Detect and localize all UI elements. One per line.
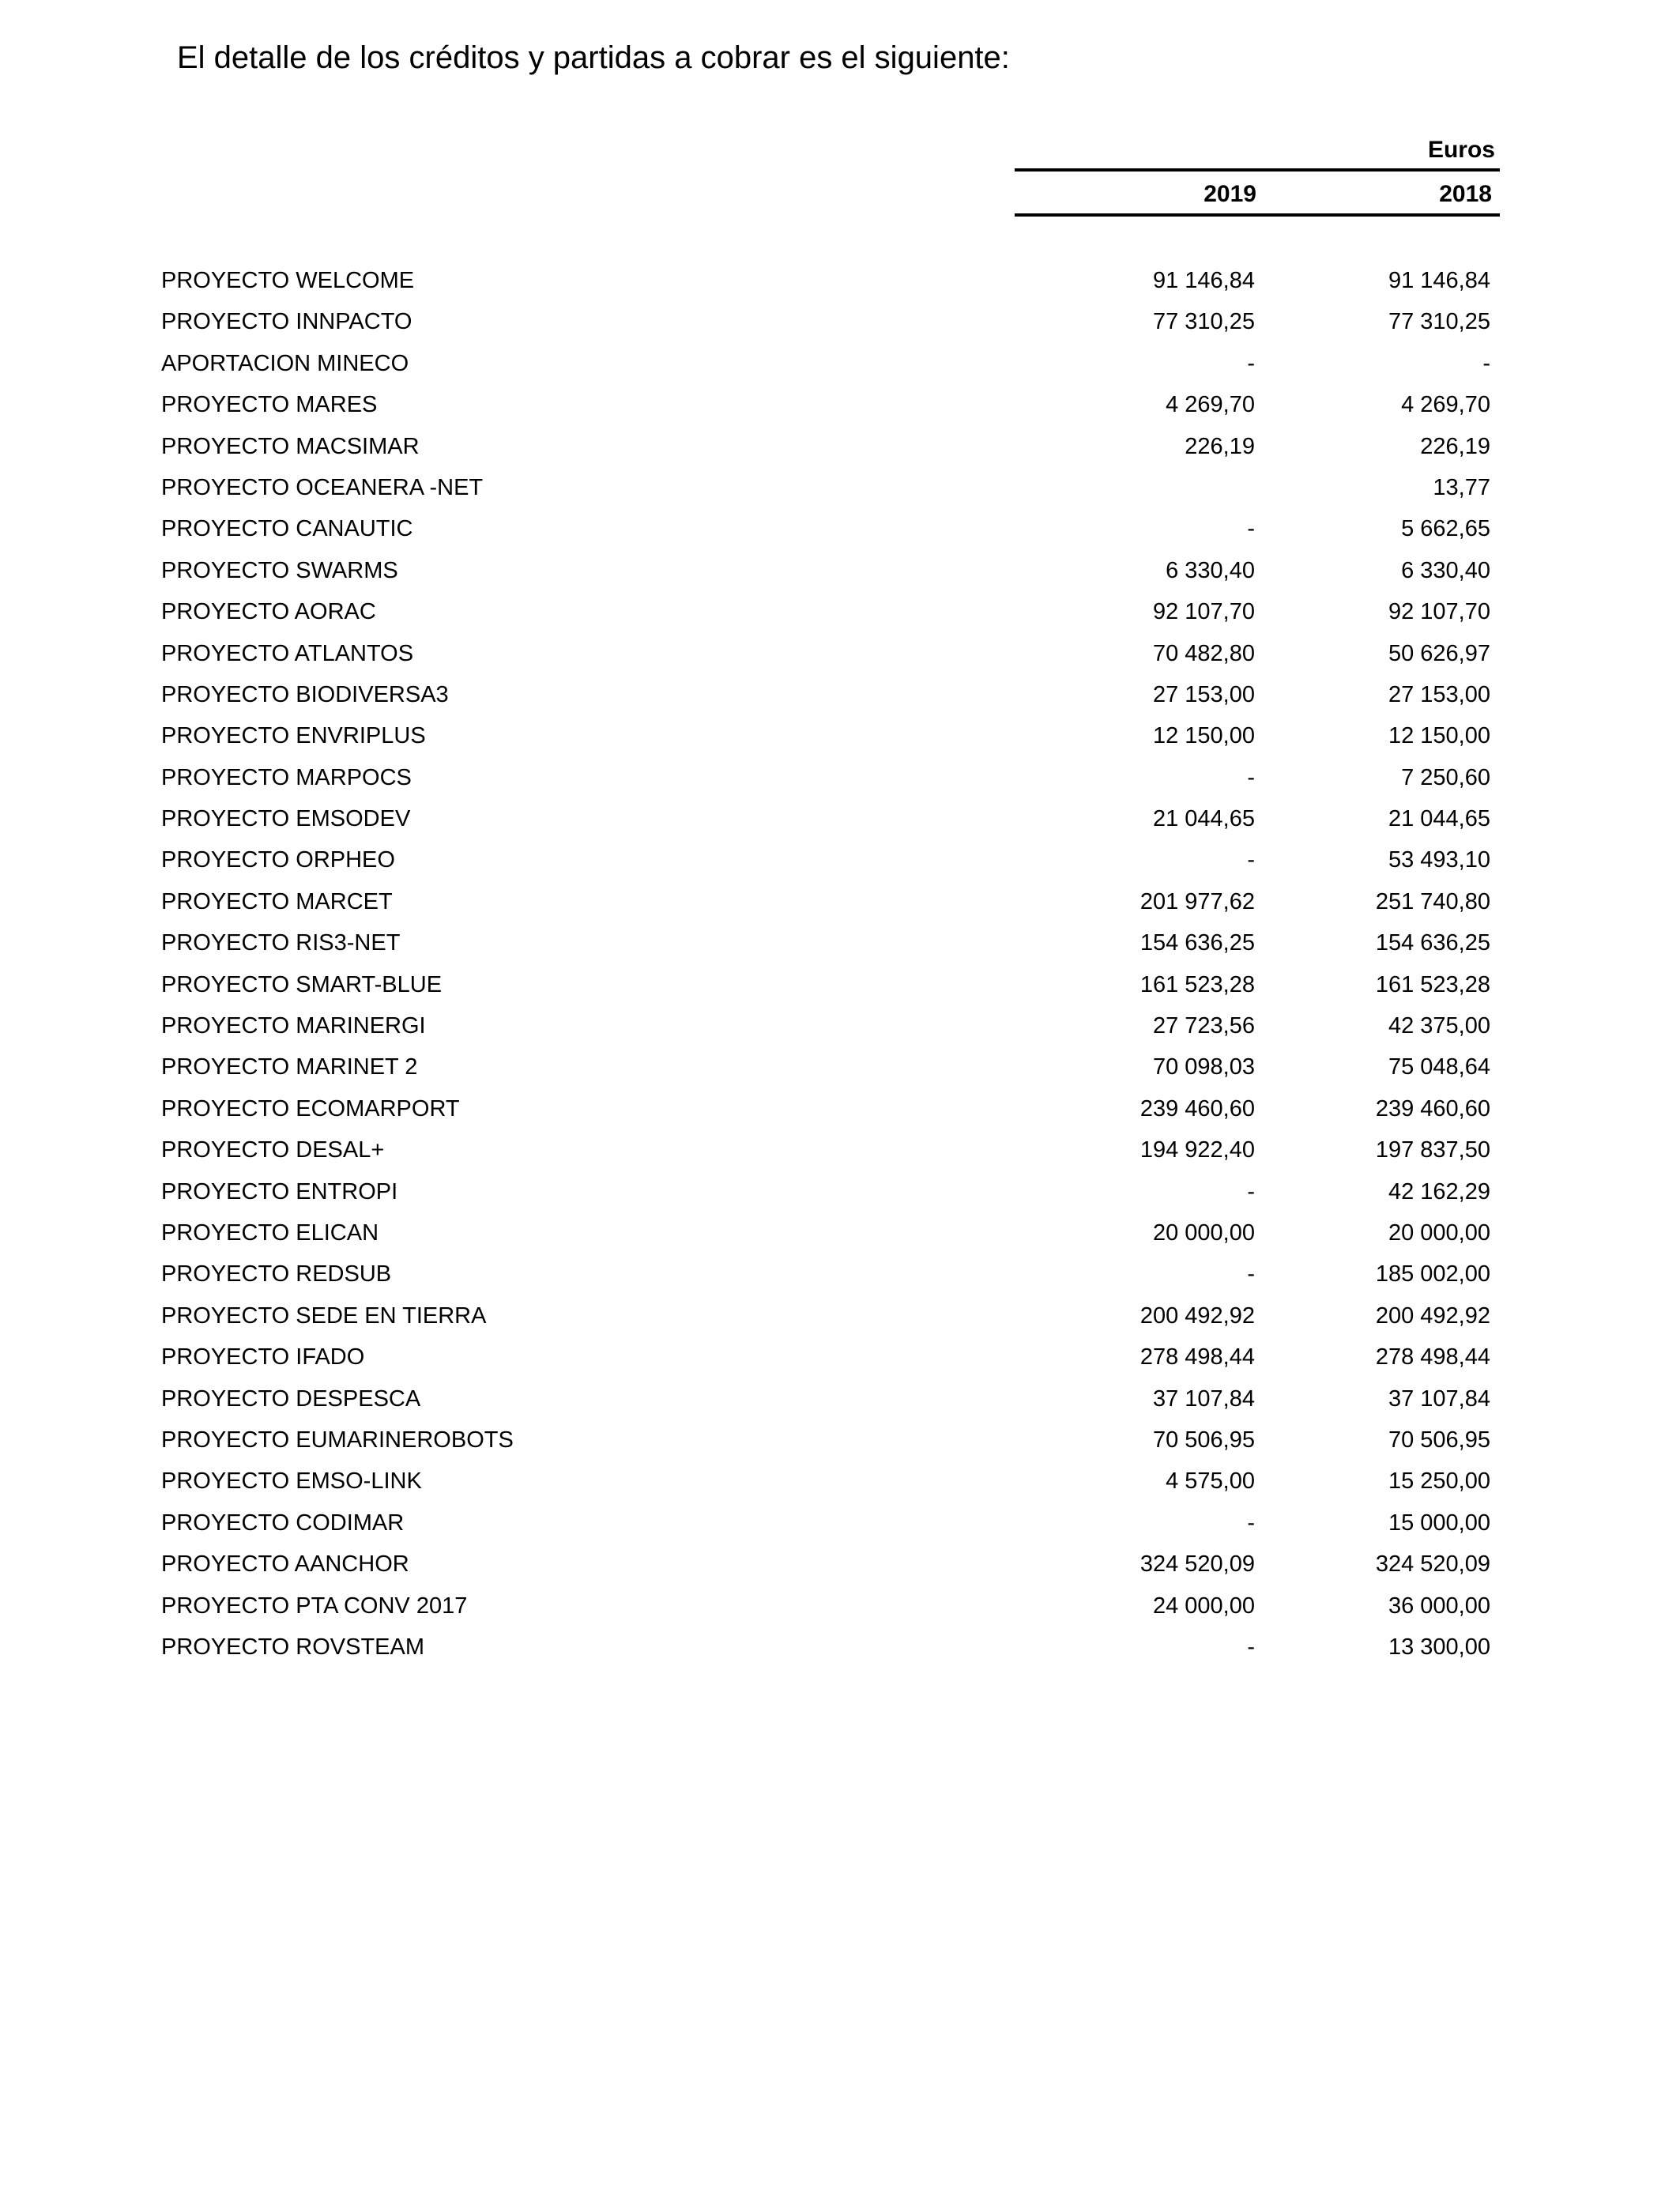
value-2019: 324 520,09: [1139, 1551, 1255, 1578]
value-2018: 15 250,00: [1388, 1468, 1490, 1495]
value-2019: 278 498,44: [1139, 1344, 1255, 1370]
table-row: [161, 550, 1505, 591]
table-row: [161, 1253, 1505, 1295]
value-2019: 226,19: [1185, 433, 1255, 459]
value-2019: -: [1247, 1178, 1255, 1204]
value-2018: 200 492,92: [1375, 1302, 1490, 1329]
value-2018: 50 626,97: [1388, 640, 1490, 666]
value-2018: 5 662,65: [1401, 516, 1490, 542]
value-2019: -: [1247, 847, 1255, 873]
table-row: [161, 964, 1505, 1005]
value-2019: 27 153,00: [1152, 681, 1255, 707]
value-2018: 53 493,10: [1388, 847, 1490, 873]
receivables-table: [161, 260, 1505, 1668]
row-label: PROYECTO BIODIVERSA3: [161, 681, 449, 707]
row-label: PROYECTO REDSUB: [161, 1261, 392, 1287]
row-label: PROYECTO ENVRIPLUS: [161, 723, 426, 749]
table-row: [161, 1544, 1505, 1585]
row-label: PROYECTO EMSODEV: [161, 806, 411, 832]
table-row: [161, 508, 1505, 549]
value-2019: 6 330,40: [1166, 557, 1255, 583]
value-2019: 4 575,00: [1166, 1468, 1255, 1495]
page-heading: El detalle de los créditos y partidas a cobrar es el siguiente:: [177, 40, 1010, 75]
value-2018: 4 269,70: [1401, 392, 1490, 418]
row-label: PROYECTO IFADO: [161, 1344, 365, 1370]
table-row: [161, 1502, 1505, 1544]
value-2019: 154 636,25: [1139, 930, 1255, 956]
table-row: [161, 343, 1505, 384]
value-2018: 21 044,65: [1388, 806, 1490, 832]
value-2018: 161 523,28: [1375, 971, 1490, 997]
table-row: [161, 1336, 1505, 1378]
value-2018: 13 300,00: [1388, 1634, 1490, 1660]
row-label: PROYECTO CANAUTIC: [161, 516, 413, 542]
table-row: [161, 1046, 1505, 1088]
value-2019: -: [1247, 1261, 1255, 1287]
value-2018: 37 107,84: [1388, 1385, 1490, 1412]
row-label: PROYECTO SWARMS: [161, 557, 398, 583]
row-label: PROYECTO SMART-BLUE: [161, 971, 443, 997]
value-2019: 37 107,84: [1152, 1385, 1255, 1412]
table-row: [161, 881, 1505, 922]
row-label: PROYECTO EMSO-LINK: [161, 1468, 422, 1495]
row-label: PROYECTO MARINET 2: [161, 1054, 418, 1080]
table-row: [161, 1419, 1505, 1461]
value-2018: -: [1482, 350, 1490, 376]
value-2019: 201 977,62: [1139, 888, 1255, 914]
value-2019: -: [1247, 516, 1255, 542]
row-label: PROYECTO CODIMAR: [161, 1510, 405, 1536]
value-2018: 42 375,00: [1388, 1013, 1490, 1039]
table-row: [161, 384, 1505, 425]
value-2019: 70 506,95: [1152, 1427, 1255, 1453]
value-2018: 75 048,64: [1388, 1054, 1490, 1080]
row-label: PROYECTO MARPOCS: [161, 764, 412, 790]
value-2019: 4 269,70: [1166, 392, 1255, 418]
row-label: PROYECTO DESPESCA: [161, 1385, 421, 1412]
value-2019: 12 150,00: [1152, 723, 1255, 749]
row-label: PROYECTO PTA CONV 2017: [161, 1593, 468, 1619]
currency-unit-header: Euros: [1427, 137, 1495, 163]
value-2018: 20 000,00: [1388, 1220, 1490, 1246]
row-label: PROYECTO DESAL+: [161, 1137, 385, 1163]
table-row: [161, 839, 1505, 880]
value-2018: 154 636,25: [1375, 930, 1490, 956]
value-2019: 161 523,28: [1139, 971, 1255, 997]
row-label: PROYECTO WELCOME: [161, 268, 415, 293]
table-row: [161, 922, 1505, 963]
value-2018: 42 162,29: [1388, 1178, 1490, 1204]
value-2019: 21 044,65: [1152, 806, 1255, 832]
row-label: PROYECTO ELICAN: [161, 1220, 379, 1246]
table-row: [161, 1627, 1505, 1668]
value-2019: 70 098,03: [1152, 1054, 1255, 1080]
row-label: PROYECTO INNPACTO: [161, 309, 412, 335]
value-2018: 324 520,09: [1375, 1551, 1490, 1578]
row-label: PROYECTO MARCET: [161, 888, 393, 914]
row-label: PROYECTO MARINERGI: [161, 1013, 426, 1039]
value-2019: -: [1247, 764, 1255, 790]
value-2018: 239 460,60: [1375, 1095, 1490, 1122]
value-2019: 24 000,00: [1152, 1593, 1255, 1619]
table-row: [161, 1088, 1505, 1129]
value-2018: 197 837,50: [1375, 1137, 1490, 1163]
value-2019: 91 146,84: [1152, 268, 1255, 293]
table-row: [161, 426, 1505, 467]
table-row: [161, 301, 1505, 342]
header-top-rule: [1015, 168, 1500, 172]
table-row: [161, 1212, 1505, 1253]
value-2019: 200 492,92: [1139, 1302, 1255, 1329]
table-row: [161, 260, 1505, 301]
value-2019: 70 482,80: [1152, 640, 1255, 666]
table-row: [161, 1378, 1505, 1419]
value-2019: 77 310,25: [1152, 309, 1255, 335]
value-2018: 226,19: [1420, 433, 1490, 459]
row-label: PROYECTO ENTROPI: [161, 1178, 398, 1204]
value-2019: 92 107,70: [1152, 599, 1255, 625]
value-2019: 194 922,40: [1139, 1137, 1255, 1163]
value-2019: 27 723,56: [1152, 1013, 1255, 1039]
value-2019: 20 000,00: [1152, 1220, 1255, 1246]
table-row: [161, 591, 1505, 632]
row-label: PROYECTO MACSIMAR: [161, 433, 420, 459]
table-row: [161, 1295, 1505, 1336]
row-label: PROYECTO EUMARINEROBOTS: [161, 1427, 514, 1453]
row-label: PROYECTO AORAC: [161, 599, 376, 625]
value-2018: 6 330,40: [1401, 557, 1490, 583]
value-2018: 13,77: [1433, 474, 1490, 500]
row-label: PROYECTO OCEANERA -NET: [161, 474, 484, 500]
row-label: APORTACION MINECO: [161, 350, 409, 376]
table-row: [161, 1585, 1505, 1627]
table-row: [161, 633, 1505, 674]
value-2018: 91 146,84: [1388, 268, 1490, 293]
table-row: [161, 1461, 1505, 1502]
table-row: [161, 715, 1505, 756]
value-2018: 70 506,95: [1388, 1427, 1490, 1453]
row-label: PROYECTO ROVSTEAM: [161, 1634, 425, 1660]
row-label: PROYECTO ORPHEO: [161, 847, 395, 873]
value-2018: 77 310,25: [1388, 309, 1490, 335]
table-row: [161, 674, 1505, 715]
row-label: PROYECTO SEDE EN TIERRA: [161, 1302, 487, 1329]
value-2019: -: [1247, 1510, 1255, 1536]
value-2019: -: [1247, 350, 1255, 376]
header-bottom-rule: [1015, 213, 1500, 217]
value-2018: 36 000,00: [1388, 1593, 1490, 1619]
year-column-header-2019: 2019: [1203, 181, 1256, 207]
value-2018: 27 153,00: [1388, 681, 1490, 707]
value-2019: 239 460,60: [1139, 1095, 1255, 1122]
value-2019: -: [1247, 1634, 1255, 1660]
value-2018: 92 107,70: [1388, 599, 1490, 625]
table-row: [161, 1171, 1505, 1212]
row-label: PROYECTO ECOMARPORT: [161, 1095, 460, 1122]
value-2018: 7 250,60: [1401, 764, 1490, 790]
value-2018: 251 740,80: [1375, 888, 1490, 914]
row-label: PROYECTO ATLANTOS: [161, 640, 414, 666]
value-2018: 15 000,00: [1388, 1510, 1490, 1536]
table-row: [161, 467, 1505, 508]
row-label: PROYECTO AANCHOR: [161, 1551, 409, 1578]
value-2018: 278 498,44: [1375, 1344, 1490, 1370]
table-row: [161, 1129, 1505, 1171]
value-2018: 185 002,00: [1375, 1261, 1490, 1287]
table-row: [161, 757, 1505, 798]
year-column-header-2018: 2018: [1439, 181, 1492, 207]
row-label: PROYECTO RIS3-NET: [161, 930, 401, 956]
table-row: [161, 798, 1505, 839]
row-label: PROYECTO MARES: [161, 392, 378, 418]
table-row: [161, 1005, 1505, 1046]
value-2018: 12 150,00: [1388, 723, 1490, 749]
